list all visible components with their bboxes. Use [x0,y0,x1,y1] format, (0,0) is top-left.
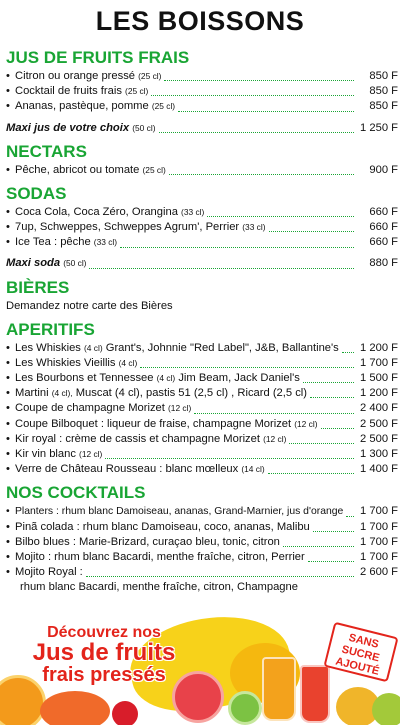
bieres-note: Demandez notre carte des Bières [6,299,173,312]
item-price: 660 F [369,221,398,234]
item-price: 850 F [369,69,398,82]
leader-dots [269,231,354,232]
menu-item: • Coupe Bilboquet : liqueur de fraise, champagne Morizet (12 cl) 2 500 F [6,417,398,432]
menu-item: • Ice Tea : pêche (33 cl) 660 F [6,235,398,250]
leader-dots [159,132,355,133]
section-title-sodas: SODAS [6,183,67,203]
item-price: 1 700 F [360,550,398,563]
item-price: 880 F [369,257,398,270]
section-title-bieres: BIÈRES [6,277,70,297]
item-price: 1 400 F [360,463,398,476]
leader-dots [310,397,354,398]
menu-item-maxi: Maxi jus de votre choix (50 cl) 1 250 F [6,121,398,136]
papaya-icon [40,691,110,725]
leader-dots [178,111,354,112]
juice-glass-icon [262,657,296,721]
leader-dots [321,428,354,429]
item-price: 1 700 F [360,520,398,533]
promo-banner [0,613,400,725]
menu-item-maxi: Maxi soda (50 cl) 880 F [6,257,398,272]
no-sugar-badge: SANS SUCRE AJOUTÉ [323,622,398,683]
item-price: 1 200 F [360,387,398,400]
menu-item: • Martini (4 cl), Muscat (4 cl), pastis 51 (2,5 cl) , Ricard (2,5 cl) 1 200 F [6,386,398,401]
juice-glass-icon [300,665,330,723]
section-sodas [6,184,398,272]
leader-dots [289,443,354,444]
section-bieres [6,278,398,314]
leader-dots [194,413,354,414]
leader-dots [346,516,354,517]
lime-slice-icon [228,691,262,725]
menu-item: • Les Whiskies Vieillis (4 cl) 1 700 F [6,356,398,371]
section-jus [6,48,398,136]
item-price: 2 400 F [360,402,398,415]
menu-item: • Cocktail de fruits frais (25 cl) 850 F [6,84,398,99]
menu-item: • Kir vin blanc (12 cl) 1 300 F [6,447,398,462]
menu-item: • Pinã colada : rhum blanc Damoiseau, coco, ananas, Malibu 1 700 F [6,520,398,535]
menu-item: • Verre de Château Rousseau : blanc mœlleux (14 cl) 1 400 F [6,462,398,477]
section-cocktails [6,483,398,595]
menu-item: • Les Whiskies (4 cl) Grant's, Johnnie "Red Label", J&B, Ballantine's 1 200 F [6,341,398,356]
section-nectars [6,142,398,178]
section-title-cocktails: NOS COCKTAILS [6,483,146,503]
leader-dots [151,95,354,96]
section-title-nectars: NECTARS [6,141,87,161]
item-price: 900 F [369,163,398,176]
strawberry-icon [112,701,138,725]
item-price: 660 F [369,236,398,249]
leader-dots [283,546,354,547]
menu-item: • Les Bourbons et Tennessee (4 cl) Jim Beam, Jack Daniel's 1 500 F [6,371,398,386]
menu-item: • Coca Cola, Coca Zéro, Orangina (33 cl) 660 F [6,205,398,220]
menu-item: • Mojito : rhum blanc Bacardi, menthe fraîche, citron, Perrier 1 700 F [6,550,398,565]
section-title-jus: JUS DE FRUITS FRAIS [6,48,190,67]
item-price: 2 600 F [360,566,398,579]
apple-icon [372,693,400,725]
item-price: 1 250 F [360,121,398,134]
section-aperitifs [6,320,398,478]
menu-item: • Coupe de champagne Morizet (12 cl) 2 400 F [6,401,398,416]
leader-dots [140,367,354,368]
item-price: 2 500 F [360,432,398,445]
item-price: 1 700 F [360,535,398,548]
menu-item: • Pêche, abricot ou tomate (25 cl) 900 F [6,163,398,178]
item-price: 850 F [369,85,398,98]
promo-text: Découvrez nos Jus de fruits frais pressés [32,624,176,686]
leader-dots [169,174,354,175]
leader-dots [89,268,354,269]
item-price: 2 500 F [360,417,398,430]
item-price: 1 500 F [360,372,398,385]
menu-item: • Kir royal : crème de cassis et champagne Morizet (12 cl) 2 500 F [6,432,398,447]
item-price: 1 700 F [360,505,398,518]
leader-dots [86,576,354,577]
leader-dots [268,473,354,474]
section-title-aperitifs: APERITIFS [6,319,95,339]
item-price: 850 F [369,100,398,113]
menu-item: • Citron ou orange pressé (25 cl) 850 F [6,69,398,84]
item-price: 1 200 F [360,341,398,354]
leader-dots [303,382,354,383]
leader-dots [120,247,354,248]
item-price: 1 300 F [360,447,398,460]
leader-dots [105,458,354,459]
leader-dots [342,352,354,353]
leader-dots [207,216,354,217]
menu-item: • Planters : rhum blanc Damoiseau, ananas, Grand-Marnier, jus d'orange 1 700 F [6,504,398,519]
item-price: 660 F [369,205,398,218]
leader-dots [308,561,354,562]
item-price: 1 700 F [360,356,398,369]
mojito-royal-description: rhum blanc Bacardi, menthe fraîche, citron, Champagne [20,581,298,594]
drinks-menu [6,48,398,601]
page-title: LES BOISSONS [95,6,305,36]
menu-item: • 7up, Schweppes, Schweppes Agrum', Perrier (33 cl) 660 F [6,220,398,235]
leader-dots [164,80,354,81]
menu-item: • Ananas, pastèque, pomme (25 cl) 850 F [6,99,398,114]
menu-item: • Bilbo blues : Marie-Brizard, curaçao bleu, tonic, citron 1 700 F [6,535,398,550]
leader-dots [313,531,354,532]
menu-item: • Mojito Royal : 2 600 F [6,565,398,580]
